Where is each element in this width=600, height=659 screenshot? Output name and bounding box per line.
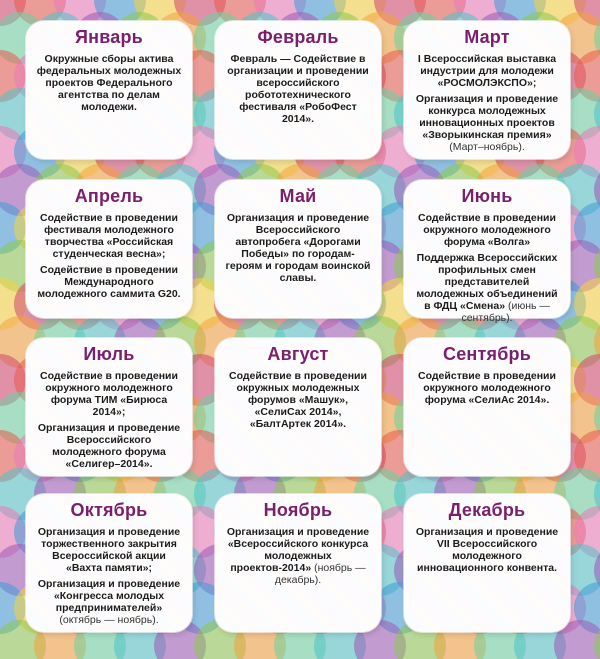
event-text: Окружные сборы актива федеральных молодежных проектов Федерального агентства по делам молодежи. (36, 53, 182, 113)
month-title: Февраль (257, 27, 339, 47)
event-text: Организация и проведение Всероссийского молодежного форума «Селигер–2014». (37, 422, 181, 470)
month-card-july (26, 338, 192, 476)
month-card-august (215, 338, 381, 476)
event-text: Содействие в проведении окружного молодежного форума «СелиАс 2014». (418, 370, 556, 406)
event-text-main: Организация и проведение «Всероссийского конкурса молодежных проектов-2014» (226, 526, 370, 574)
month-card-november (215, 494, 381, 632)
month-title: Март (464, 27, 510, 47)
month-title: Январь (75, 27, 143, 47)
event-period-note: (июнь — сентябрь). (461, 300, 550, 324)
event-text-main: Организация и проведение конкурса молодежных инновационных проектов «Зворыкинская премия» (415, 93, 559, 141)
event-text: Содействие в проведении окружных молодежных форумов «Машук», «СелиСах 2014», «БалтАртек 2014». (229, 370, 367, 430)
event-text: Содействие в проведении окружного молодежного форума ТИМ «Бирюса 2014»; (40, 370, 178, 418)
month-title: Июль (83, 344, 135, 364)
event-period-note: (Март–ноябрь). (449, 141, 525, 153)
month-title: Август (267, 344, 329, 364)
event-text-main: Организация и проведение «Конгресса молодых предпринимателей» (37, 578, 181, 614)
event-text (412, 252, 562, 324)
month-title: Ноябрь (263, 500, 333, 520)
month-title: Сентябрь (443, 344, 531, 364)
month-title: Июнь (461, 186, 513, 206)
event-text: Организация и проведение VII Всероссийского молодежного инновационного конвента. (415, 526, 559, 574)
month-title: Апрель (74, 186, 144, 206)
event-text-main: Поддержка Всероссийских профильных смен представителей молодежных объединений в ФДЦ «Смена» (416, 252, 558, 312)
month-card-december (404, 494, 570, 632)
month-card-june (404, 180, 570, 324)
month-title: Май (279, 186, 317, 206)
month-card-may (215, 180, 381, 318)
event-text (223, 526, 373, 586)
month-card-october (26, 494, 192, 632)
event-text: Содействие в проведении окружного молодежного форума «Волга» (418, 212, 556, 248)
event-text: Февраль — Содействие в организации и проведении всероссийского робототехнического фестиваля «РобоФест 2014». (227, 53, 369, 125)
event-text (412, 93, 562, 153)
event-period-note: (ноябрь — декабрь). (274, 562, 366, 586)
month-card-september (404, 338, 570, 476)
month-card-march (404, 21, 570, 159)
event-text (34, 578, 184, 626)
month-title: Октябрь (70, 500, 148, 520)
month-title: Декабрь (448, 500, 526, 520)
month-card-february (215, 21, 381, 159)
event-text: Организация и проведение торжественного закрытия Всероссийской акции «Вахта памяти»; (37, 526, 181, 574)
event-text: I Всероссийская выставка индустрии для молодежи «РОСМОЛЭКСПО»; (417, 53, 557, 89)
event-text: Организация и проведение Всероссийского автопробега «Дорогами Победы» по городам-героям и городам воинской славы. (225, 212, 371, 284)
event-text: Содействие в проведении фестиваля молодежного творчества «Российская студенческая весна»; (40, 212, 178, 260)
month-card-january (26, 21, 192, 159)
event-text: Содействие в проведении Международного молодежного саммита G20. (37, 264, 181, 300)
event-period-note: (октябрь — ноябрь). (59, 614, 159, 626)
month-card-april (26, 180, 192, 318)
